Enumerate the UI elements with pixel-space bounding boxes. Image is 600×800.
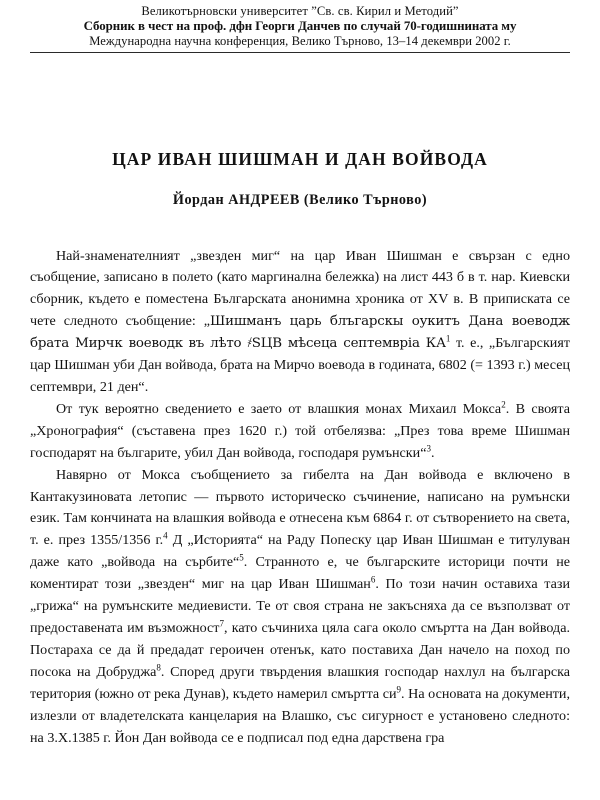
- footnote-marker-6: 6: [370, 574, 376, 585]
- paragraph-1-text-a: Най-знаменателният „звезден миг“ на цар Иван Шишман е свързан с едно съобщение, записано в полето (като маргинална бележка) на лист 443 б в т. нар. Киевски сборник, където е поместена Българската анонимна хроника от XV в. В приписката се чете следното съобщение: „: [30, 247, 570, 330]
- footnote-marker-7: 7: [219, 618, 224, 629]
- running-head-volume: Сборник в чест на проф. дфн Георги Данчев по случай 70-годишнината му: [83, 18, 517, 33]
- running-head: [30, 4, 570, 53]
- article-author: Йордан АНДРЕЕВ (Велико Търново): [172, 191, 428, 208]
- running-head-university: Великотърновски университет ”Св. св. Кирил и Методий”: [141, 4, 459, 18]
- paragraph-3-text-g: . На основата на документи, излезли от владетелската канцелария на Влашко, със сигурност е установено следното: на 3.X.1385 г. Йон Дан войвода се е подписал под една дарствена гра: [30, 685, 570, 746]
- running-head-conference: Международна научна конференция, Велико Търново, 13–14 декември 2002 г.: [89, 33, 511, 48]
- paragraph-2-text-a: От тук вероятно сведението е заето от влашкия монах Михаил Мокса: [56, 400, 502, 417]
- paragraph-2: [30, 399, 570, 465]
- footnote-marker-8: 8: [156, 662, 161, 673]
- paragraph-1: [30, 246, 570, 399]
- paragraph-3: [30, 465, 570, 750]
- paragraph-3-text-f: . Според други твърдения влашкия господар нахлул на българска територия (южно от река Дунав), където намерил смъртта си: [30, 663, 570, 702]
- paragraph-3-text-d: . По този начин оставиха тази „грижа“ на румънските медиевисти. Те от своя страна не закъсняха да се възползват от предоставената им възможност: [30, 576, 570, 636]
- footnote-marker-3: 3: [426, 443, 431, 454]
- paragraph-1-slavonic-line-2: въ лѣто ҂SЦВ мѣсеца септемвріа КА: [188, 336, 446, 352]
- footnote-marker-4: 4: [163, 530, 168, 541]
- footnote-marker-5: 5: [239, 552, 244, 563]
- footnote-marker-2: 2: [501, 399, 506, 410]
- title-block: [30, 149, 570, 209]
- paragraph-2-text-c: .: [430, 444, 435, 461]
- paragraph-3-text-b: Д „Историята“ на Раду Попеску цар Иван Шишман е титулуван даже като „войвода на сърбите“: [30, 532, 570, 571]
- paragraph-3-text-c: . Странното е, че българските историци почти не коментират този „звезден“ миг на цар Иван Шишман: [30, 554, 571, 593]
- footnote-marker-1: 1: [445, 333, 451, 344]
- paragraph-1-text-b: т. е., „Българският цар Шишман уби Дан войвода, брата на Мирчо воевода в годината, 6802 (= 1393 г.) месец септември, 21 ден“.: [30, 335, 570, 395]
- paragraph-1-slavonic-line-1: Шишманъ царь блъгарскы оукитъ Дана воеводж брата Мирчк воеводк: [30, 314, 570, 352]
- article-body: [30, 246, 570, 750]
- article-title: ЦАР ИВАН ШИШМАН И ДАН ВОЙВОДА: [112, 148, 488, 169]
- footnote-marker-9: 9: [396, 684, 402, 694]
- paragraph-3-text-a: Навярно от Мокса съобщението за гибелта на Дан войвода е включено в Кантакузиновата летопис — първото историческо съчинение, написано на румънски език. Там кончината на влашкия войвода е отнесена към 6864 г. от сътворението на света, т. е. през 1355/1356 г.: [30, 466, 570, 549]
- header-divider: [30, 52, 570, 53]
- paragraph-3-text-e: , като съчиниха цяла сага около смъртта на Дан войвода. Постараха се да й предадат героичен отенък, като поставиха Дан начело на поход по посока на Добруджа: [30, 619, 570, 680]
- paragraph-2-text-b: . В своята „Хронография“ (съставена през 1620 г.) той отбелязва: „През това време Шишман господарят на българите, убил Дан войвода, господаря румънски“: [30, 400, 570, 461]
